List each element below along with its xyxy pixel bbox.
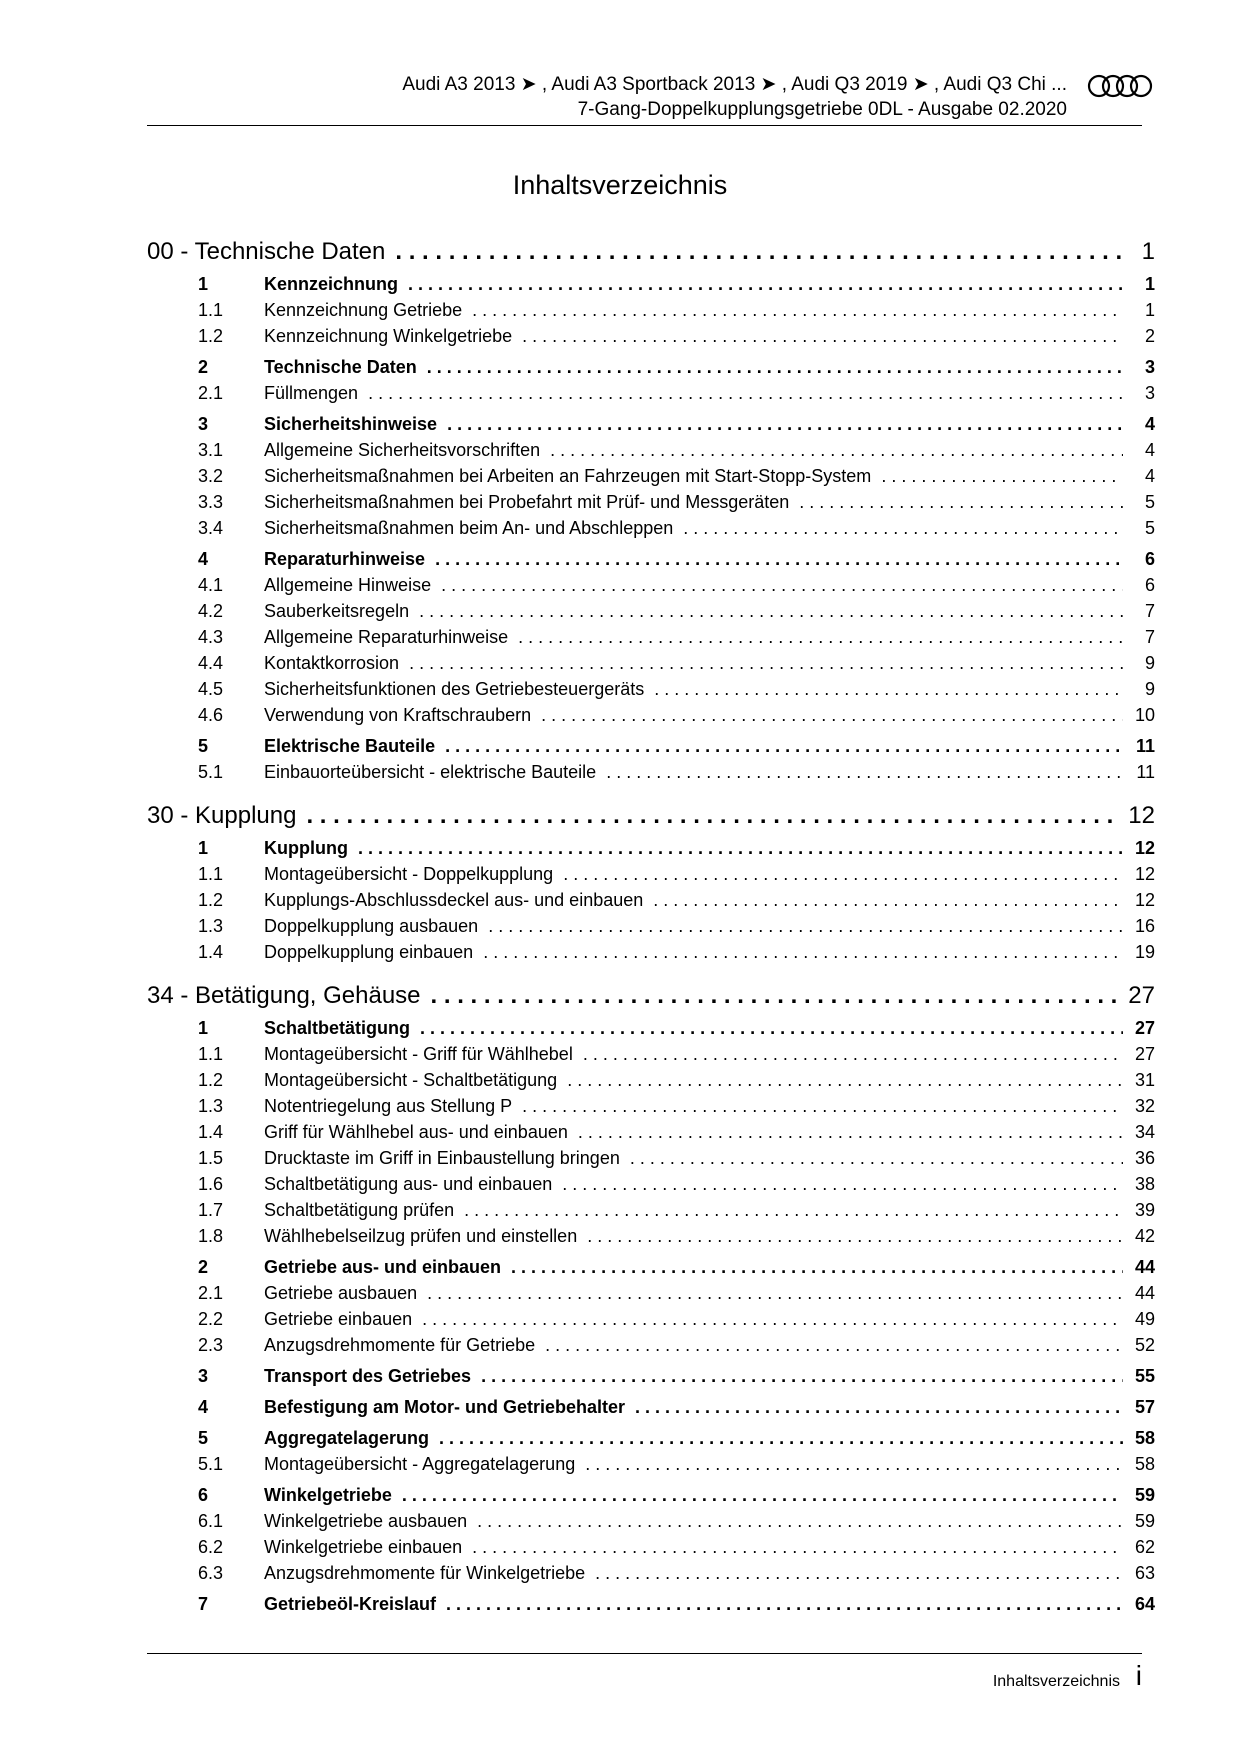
- toc-page-number: 34: [1134, 1122, 1155, 1142]
- toc-page-number: 38: [1134, 1174, 1155, 1194]
- toc-page-number: 49: [1134, 1309, 1155, 1329]
- toc-leader-dots: [306, 802, 1120, 830]
- toc-leader-dots: [545, 1335, 1123, 1356]
- toc-page-number: 27: [1134, 1044, 1155, 1064]
- toc-page-number: 5: [1144, 492, 1155, 512]
- toc-label: Technische Daten: [264, 357, 417, 377]
- toc-label: Sauberkeitsregeln: [264, 601, 410, 621]
- toc-label: Füllmengen: [264, 383, 359, 403]
- toc-number: 4: [198, 549, 209, 569]
- toc-section[interactable]: [147, 549, 1155, 575]
- toc-number: 7: [198, 1594, 209, 1614]
- toc-section[interactable]: [147, 736, 1155, 762]
- toc-number: 3: [198, 414, 209, 434]
- toc-leader-dots: [522, 326, 1123, 347]
- toc-page-number: 3: [1144, 357, 1155, 377]
- toc-page-number: 58: [1134, 1454, 1155, 1474]
- toc-subsection[interactable]: [147, 1122, 1155, 1148]
- toc-leader-dots: [799, 492, 1123, 513]
- toc-label: Schaltbetätigung: [264, 1018, 411, 1038]
- toc-section[interactable]: [147, 1397, 1155, 1423]
- toc-leader-dots: [422, 1309, 1123, 1330]
- toc-leader-dots: [481, 1366, 1123, 1387]
- toc-number: 4.6: [198, 705, 224, 725]
- toc-number: 4.3: [198, 627, 224, 647]
- toc-page-number: 3: [1144, 383, 1155, 403]
- toc-leader-dots: [427, 1283, 1123, 1304]
- toc-label: Sicherheitsfunktionen des Getriebesteuergeräts: [264, 679, 645, 699]
- toc-number: 1.2: [198, 1070, 224, 1090]
- toc-number: 5.1: [198, 762, 224, 782]
- toc-section[interactable]: [147, 1428, 1155, 1454]
- toc-page-number: 12: [1134, 838, 1155, 858]
- toc-label: Allgemeine Hinweise: [264, 575, 432, 595]
- toc-number: 4: [198, 1397, 209, 1417]
- toc-number: 1.1: [198, 864, 224, 884]
- toc-leader-dots: [472, 300, 1123, 321]
- toc-label: Schaltbetätigung prüfen: [264, 1200, 455, 1220]
- toc-label: Montageübersicht - Schaltbetätigung: [264, 1070, 558, 1090]
- toc-subsection[interactable]: [147, 1044, 1155, 1070]
- toc-label: Allgemeine Reparaturhinweise: [264, 627, 509, 647]
- toc-subsection[interactable]: [147, 1200, 1155, 1226]
- toc-number: 4.2: [198, 601, 224, 621]
- toc-label: Anzugsdrehmomente für Getriebe: [264, 1335, 536, 1355]
- toc-leader-dots: [563, 864, 1123, 885]
- toc-label: Getriebeöl-Kreislauf: [264, 1594, 437, 1614]
- page-title: Inhaltsverzeichnis: [512, 170, 728, 200]
- toc-subsection[interactable]: [147, 1148, 1155, 1174]
- toc-label: Sicherheitshinweise: [264, 414, 438, 434]
- toc-label: Wählhebelseilzug prüfen und einstellen: [264, 1226, 578, 1246]
- toc-section[interactable]: [147, 1018, 1155, 1044]
- toc-page-number: 2: [1144, 326, 1155, 346]
- toc-label: Verwendung von Kraftschraubern: [264, 705, 532, 725]
- toc-page-number: 16: [1134, 916, 1155, 936]
- toc-page-number: 5: [1144, 518, 1155, 538]
- toc-page-number: 10: [1134, 705, 1155, 725]
- toc-number: 1.6: [198, 1174, 224, 1194]
- toc-section[interactable]: [147, 357, 1155, 383]
- toc-subsection[interactable]: [147, 601, 1155, 627]
- toc-leader-dots: [395, 238, 1123, 266]
- toc-page-number: 1: [1144, 300, 1155, 320]
- footer-divider: [147, 1653, 1142, 1654]
- toc-section[interactable]: [147, 1485, 1155, 1511]
- toc-page-number: 42: [1134, 1226, 1155, 1246]
- toc-subsection[interactable]: [147, 466, 1155, 492]
- toc-number: 2.1: [198, 1283, 224, 1303]
- toc-page-number: 6: [1144, 549, 1155, 569]
- toc-page-number: 36: [1134, 1148, 1155, 1168]
- toc-label: Einbauorteübersicht - elektrische Bauteile: [264, 762, 597, 782]
- toc-page-number: 11: [1136, 762, 1155, 782]
- toc-label: Montageübersicht - Doppelkupplung: [264, 864, 554, 884]
- toc-page-number: 59: [1134, 1485, 1155, 1505]
- header-divider: [147, 125, 1142, 126]
- toc-leader-dots: [583, 1044, 1123, 1065]
- toc-label: Montageübersicht - Griff für Wählhebel: [264, 1044, 573, 1064]
- toc-page-number: 12: [1134, 890, 1155, 910]
- toc-leader-dots: [606, 762, 1123, 783]
- toc-chapter[interactable]: [147, 802, 1155, 833]
- toc-leader-dots: [511, 1257, 1123, 1278]
- toc-number: 1.4: [198, 942, 224, 962]
- toc-page-number: 6: [1144, 575, 1155, 595]
- toc-section[interactable]: [147, 414, 1155, 440]
- toc-label: Kupplungs-Abschlussdeckel aus- und einbauen: [264, 890, 644, 910]
- toc-leader-dots: [419, 601, 1123, 622]
- toc-number: 2.3: [198, 1335, 224, 1355]
- toc-number: 1.7: [198, 1200, 224, 1220]
- toc-number: 3.2: [198, 466, 224, 486]
- toc-subsection[interactable]: [147, 1174, 1155, 1200]
- toc-number: 1.3: [198, 1096, 224, 1116]
- toc-subsection[interactable]: [147, 1563, 1155, 1589]
- toc-label: Kennzeichnung Getriebe: [264, 300, 463, 320]
- toc-page-number: 64: [1134, 1594, 1155, 1614]
- toc-leader-dots: [587, 1226, 1123, 1247]
- toc-leader-dots: [445, 736, 1123, 757]
- toc-label: Getriebe ausbauen: [264, 1283, 418, 1303]
- toc-page-number: 4: [1144, 466, 1155, 486]
- toc-subsection[interactable]: [147, 326, 1155, 352]
- toc-label: Kennzeichnung: [264, 274, 398, 294]
- toc-page-number: 12: [1128, 802, 1155, 829]
- toc-page-number: 7: [1144, 627, 1155, 647]
- toc-page-number: 55: [1134, 1366, 1155, 1386]
- toc-leader-dots: [427, 357, 1123, 378]
- toc-leader-dots: [439, 1428, 1123, 1449]
- toc-number: 1.5: [198, 1148, 224, 1168]
- toc-label: Reparaturhinweise: [264, 549, 426, 569]
- toc-page-number: 19: [1134, 942, 1155, 962]
- toc-label: Doppelkupplung ausbauen: [264, 916, 479, 936]
- toc-subsection[interactable]: [147, 492, 1155, 518]
- toc-number: 1.2: [198, 890, 224, 910]
- toc-subsection[interactable]: [147, 1070, 1155, 1096]
- toc-number: 6.1: [198, 1511, 224, 1531]
- toc-number: 2: [198, 357, 209, 377]
- toc-subsection[interactable]: [147, 679, 1155, 705]
- toc-subsection[interactable]: [147, 518, 1155, 544]
- toc-leader-dots: [550, 440, 1123, 461]
- toc-number: 2.2: [198, 1309, 224, 1329]
- header-vehicle-line: Audi A3 2013 ➤ , Audi A3 Sportback 2013 ➤ , Audi Q3 2019 ➤ , Audi Q3 Chi ...: [402, 74, 1067, 95]
- toc-label: Allgemeine Sicherheitsvorschriften: [264, 440, 541, 460]
- table-of-contents: [147, 238, 1155, 1620]
- toc-leader-dots: [358, 838, 1123, 859]
- toc-number: 1: [198, 838, 209, 858]
- toc-page-number: 11: [1135, 736, 1155, 756]
- toc-number: 2.1: [198, 383, 224, 403]
- toc-subsection[interactable]: [147, 1454, 1155, 1480]
- toc-label: Anzugsdrehmomente für Winkelgetriebe: [264, 1563, 586, 1583]
- toc-subsection[interactable]: [147, 890, 1155, 916]
- toc-subsection[interactable]: [147, 383, 1155, 409]
- toc-label: Getriebe einbauen: [264, 1309, 413, 1329]
- toc-page-number: 7: [1144, 601, 1155, 621]
- toc-label: Sicherheitsmaßnahmen bei Arbeiten an Fahrzeugen mit Start-Stopp-System: [264, 466, 872, 486]
- toc-number: 3.3: [198, 492, 224, 512]
- toc-leader-dots: [635, 1397, 1123, 1418]
- toc-leader-dots: [518, 627, 1123, 648]
- toc-label: 34 - Betätigung, Gehäuse: [147, 982, 421, 1009]
- toc-number: 2: [198, 1257, 209, 1277]
- toc-section[interactable]: [147, 274, 1155, 300]
- toc-label: Transport des Getriebes: [264, 1366, 472, 1386]
- toc-leader-dots: [368, 383, 1123, 404]
- toc-leader-dots: [683, 518, 1123, 539]
- toc-page-number: 57: [1134, 1397, 1155, 1417]
- toc-page-number: 9: [1144, 679, 1155, 699]
- toc-leader-dots: [654, 679, 1123, 700]
- toc-subsection[interactable]: [147, 627, 1155, 653]
- toc-label: Aggregatelagerung: [264, 1428, 430, 1448]
- toc-subsection[interactable]: [147, 440, 1155, 466]
- toc-label: Schaltbetätigung aus- und einbauen: [264, 1174, 553, 1194]
- toc-label: Doppelkupplung einbauen: [264, 942, 474, 962]
- toc-label: Winkelgetriebe einbauen: [264, 1537, 463, 1557]
- toc-chapter[interactable]: [147, 982, 1155, 1013]
- toc-number: 4.5: [198, 679, 224, 699]
- toc-page-number: 27: [1128, 982, 1155, 1009]
- toc-section[interactable]: [147, 1594, 1155, 1620]
- toc-number: 4.4: [198, 653, 224, 673]
- toc-subsection[interactable]: [147, 1096, 1155, 1122]
- toc-label: Elektrische Bauteile: [264, 736, 436, 756]
- toc-leader-dots: [420, 1018, 1123, 1039]
- toc-section[interactable]: [147, 1257, 1155, 1283]
- toc-label: Getriebe aus- und einbauen: [264, 1257, 502, 1277]
- toc-number: 1.1: [198, 1044, 224, 1064]
- toc-page-number: 4: [1144, 414, 1155, 434]
- toc-page-number: 1: [1144, 274, 1155, 294]
- toc-subsection[interactable]: [147, 1226, 1155, 1252]
- toc-label: Kennzeichnung Winkelgetriebe: [264, 326, 513, 346]
- toc-label: Drucktaste im Griff in Einbaustellung bringen: [264, 1148, 620, 1168]
- toc-subsection[interactable]: [147, 1537, 1155, 1563]
- toc-label: Griff für Wählhebel aus- und einbauen: [264, 1122, 568, 1142]
- toc-leader-dots: [408, 274, 1123, 295]
- toc-leader-dots: [402, 1485, 1123, 1506]
- toc-subsection[interactable]: [147, 916, 1155, 942]
- toc-label: Kupplung: [264, 838, 348, 858]
- toc-leader-dots: [464, 1200, 1123, 1221]
- toc-number: 5.1: [198, 1454, 224, 1474]
- toc-subsection[interactable]: [147, 1511, 1155, 1537]
- toc-leader-dots: [447, 414, 1123, 435]
- toc-number: 5: [198, 736, 209, 756]
- toc-label: Notentriegelung aus Stellung P: [264, 1096, 513, 1116]
- toc-leader-dots: [585, 1454, 1123, 1475]
- toc-leader-dots: [881, 466, 1123, 487]
- toc-leader-dots: [562, 1174, 1123, 1195]
- toc-subsection[interactable]: [147, 705, 1155, 731]
- toc-page-number: 32: [1134, 1096, 1155, 1116]
- toc-leader-dots: [435, 549, 1123, 570]
- toc-subsection[interactable]: [147, 1283, 1155, 1309]
- toc-number: 4.1: [198, 575, 224, 595]
- toc-label: Sicherheitsmaßnahmen bei Probefahrt mit Prüf- und Messgeräten: [264, 492, 790, 512]
- toc-page-number: 9: [1144, 653, 1155, 673]
- toc-section[interactable]: [147, 1366, 1155, 1392]
- toc-page-number: 1: [1141, 238, 1155, 265]
- toc-leader-dots: [446, 1594, 1123, 1615]
- toc-section[interactable]: [147, 838, 1155, 864]
- toc-number: 1.3: [198, 916, 224, 936]
- toc-subsection[interactable]: [147, 1335, 1155, 1361]
- toc-number: 6.3: [198, 1563, 224, 1583]
- toc-page-number: 27: [1134, 1018, 1155, 1038]
- toc-label: Winkelgetriebe: [264, 1485, 392, 1505]
- toc-number: 6.2: [198, 1537, 224, 1557]
- toc-leader-dots: [653, 890, 1123, 911]
- toc-number: 1: [198, 274, 209, 294]
- header-document-line: 7-Gang-Doppelkupplungsgetriebe 0DL - Ausgabe 02.2020: [577, 99, 1067, 120]
- toc-label: Winkelgetriebe ausbauen: [264, 1511, 468, 1531]
- toc-leader-dots: [541, 705, 1123, 726]
- toc-page-number: 44: [1134, 1257, 1155, 1277]
- toc-subsection[interactable]: [147, 1309, 1155, 1335]
- toc-page-number: 63: [1134, 1563, 1155, 1583]
- toc-number: 1.2: [198, 326, 224, 346]
- toc-leader-dots: [409, 653, 1123, 674]
- toc-number: 1.1: [198, 300, 224, 320]
- audi-rings-logo: [1087, 74, 1154, 98]
- toc-number: 1.8: [198, 1226, 224, 1246]
- toc-leader-dots: [595, 1563, 1123, 1584]
- toc-number: 3: [198, 1366, 209, 1386]
- toc-number: 6: [198, 1485, 209, 1505]
- toc-label: 00 - Technische Daten: [147, 238, 386, 265]
- toc-page-number: 58: [1134, 1428, 1155, 1448]
- toc-page-number: 44: [1134, 1283, 1155, 1303]
- toc-leader-dots: [477, 1511, 1123, 1532]
- toc-leader-dots: [441, 575, 1123, 596]
- toc-leader-dots: [483, 942, 1123, 963]
- toc-label: Sicherheitsmaßnahmen beim An- und Abschleppen: [264, 518, 674, 538]
- toc-number: 1.4: [198, 1122, 224, 1142]
- toc-leader-dots: [522, 1096, 1123, 1117]
- footer-page-number: i: [1135, 1660, 1142, 1691]
- toc-subsection[interactable]: [147, 942, 1155, 968]
- toc-number: 5: [198, 1428, 209, 1448]
- toc-label: 30 - Kupplung: [147, 802, 297, 829]
- toc-subsection[interactable]: [147, 653, 1155, 679]
- toc-leader-dots: [630, 1148, 1123, 1169]
- toc-number: 3.4: [198, 518, 224, 538]
- toc-page-number: 52: [1134, 1335, 1155, 1355]
- toc-label: Befestigung am Motor- und Getriebehalter: [264, 1397, 626, 1417]
- toc-page-number: 59: [1134, 1511, 1155, 1531]
- toc-subsection[interactable]: [147, 575, 1155, 601]
- toc-number: 3.1: [198, 440, 224, 460]
- toc-page-number: 4: [1144, 440, 1155, 460]
- toc-leader-dots: [488, 916, 1123, 937]
- toc-chapter[interactable]: [147, 238, 1155, 269]
- toc-number: 1: [198, 1018, 209, 1038]
- toc-leader-dots: [578, 1122, 1123, 1143]
- toc-page-number: 39: [1134, 1200, 1155, 1220]
- toc-page-number: 12: [1134, 864, 1155, 884]
- toc-subsection[interactable]: [147, 864, 1155, 890]
- toc-page-number: 62: [1134, 1537, 1155, 1557]
- toc-label: Kontaktkorrosion: [264, 653, 400, 673]
- toc-leader-dots: [567, 1070, 1123, 1091]
- toc-subsection[interactable]: [147, 762, 1155, 788]
- toc-label: Montageübersicht - Aggregatelagerung: [264, 1454, 576, 1474]
- toc-leader-dots: [431, 982, 1121, 1010]
- toc-leader-dots: [472, 1537, 1123, 1558]
- toc-page-number: 31: [1134, 1070, 1155, 1090]
- footer-label: Inhaltsverzeichnis: [992, 1673, 1120, 1690]
- toc-subsection[interactable]: [147, 300, 1155, 326]
